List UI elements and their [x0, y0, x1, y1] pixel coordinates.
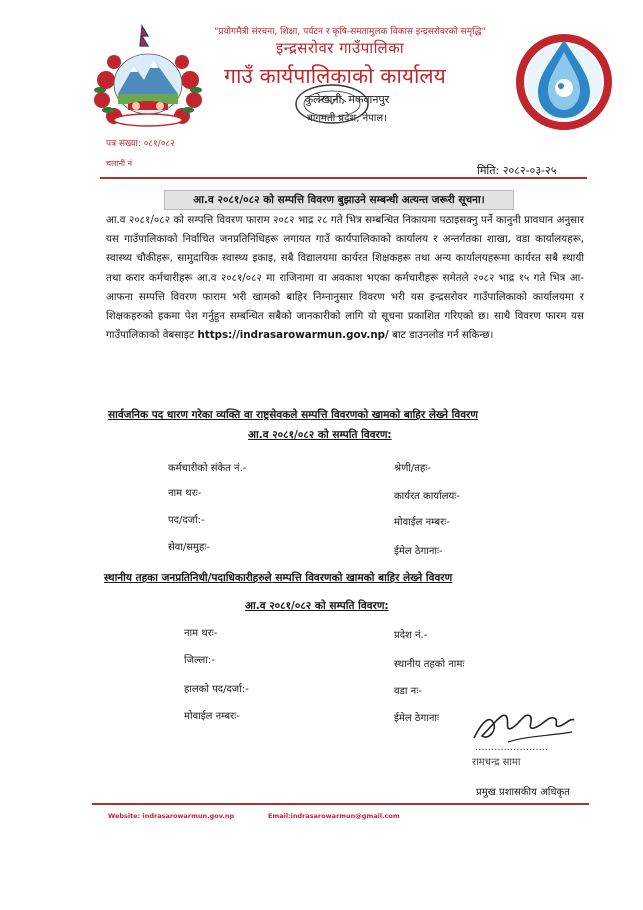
- field-rep-email: ईमेल ठेगानाः: [394, 713, 440, 724]
- footer-divider: [92, 803, 589, 805]
- field-rep-name: नाम थरः-: [184, 628, 218, 639]
- section2-heading: स्थानीय तहका जनप्रतिनिधी/पदाधिकारीहरुले सम्पत्ति विवरणको खामको बाहिर लेख्ने विवरण: [104, 572, 453, 584]
- section1-subheading: आ.व २०८१/०८२ को सम्पति विवरण:: [248, 429, 392, 441]
- field-employee-code: कर्मचारीको संकेत नं.-: [168, 463, 247, 474]
- office-province: बागमती प्रदेश, नेपाल।: [307, 113, 387, 124]
- section2-subheading: आ.व २०८१/०८२ को सम्पति विवरण:: [245, 600, 389, 612]
- date-value: २०८२-०३-२५: [502, 164, 557, 177]
- field-working-office: कार्यरत कार्यालयः-: [394, 491, 460, 502]
- water-drop-logo: [514, 24, 614, 136]
- office-name: गाउँ कार्यपालिकाको कार्यालय: [224, 64, 446, 88]
- header-slogan: "प्रयोगमैत्री संरचना, शिक्षा, पर्यटन र कृषि-समतामुलक विकास इन्द्रसरोवरको समृद्धि": [214, 27, 486, 37]
- office-address: कुलेखानी, मकवानपुर: [304, 93, 390, 106]
- reference-number: [106, 136, 175, 149]
- signatory-title: प्रमुख प्रशासकीय अधिकृत: [476, 787, 570, 798]
- field-province-no: प्रदेश नं.-: [394, 630, 428, 641]
- field-local-level-name: स्थानीय तहको नामः: [394, 659, 465, 670]
- field-rep-mobile: मोवाईल नम्बरः-: [184, 711, 240, 722]
- handwritten-signature: [468, 702, 578, 746]
- notice-title: आ.व २०८१/०८२ को सम्पत्ति विवरण बुझाउने सम्बन्धी अत्यन्त जरूरी सूचना।: [164, 190, 514, 210]
- notice-download-suffix: बाट डाउनलोड गर्न सकिन्छ।: [392, 329, 494, 342]
- notice-body: [106, 211, 584, 345]
- notice-body-text: आ.व २०८१/०८२ को सम्पत्ति विवरण फाराम २०८२ भाद्र २८ गते भित्र सम्बन्धित निकायमा पठाइसक्नु पर्ने कानुनी प्रावधान अनुसार यस गाउँपालिकाको निर्वाचित जनप्रतिनिधिहरू लगायत गाउँ कार्यपालिकाको कार्यालय र अन्तर्गतका शाखा, वडा कार्यालयहरू, स्वास्थ्य चौकीहरू, सामुदायिक स्वास्थ्य इकाइ, सबै विद्यालयमा कार्यरत शिक्षकहरू तथा अन्य कार्यालयहरूमा कार्यरत सबै स्थायी तथा करार कर्मचारीहरू आ.व २०८१/०८२ मा राजिनामा वा अवकाश भएका कर्मचारीहरू समेतले २०८२ भाद्र १५ गते भित्र आ-आफना सम्पत्ति विवरण फाराम भरी खामको बाहिर निम्नानुसार विवरण भरी यस इन्द्रसरोवर गाउँपालिकाको कार्यालयमा र शिक्षकहरुको हकमा पेश गर्नुहुन सम्बन्धित सबैको जानकारीको लागि यो सूचना प्रकाशित गरिएको छ।: [106, 214, 584, 323]
- office-seal-stamp: [292, 82, 372, 126]
- field-service-group: सेवा/समुहः-: [168, 542, 210, 553]
- field-full-name: नाम थरः-: [168, 488, 202, 499]
- reference-value: ०८१/०८२: [143, 139, 175, 149]
- municipality-name: इन्द्रसरोवर गाउँपालिका: [275, 39, 405, 57]
- field-current-post: हालको पद/दर्जा:-: [184, 684, 249, 695]
- notice-download-prefix: साथै विवरण फारम यस गाउँपालिकाको वेबसाइट: [106, 310, 584, 342]
- signature-line: .......................: [475, 742, 549, 753]
- field-mobile-number: मोवाईल नम्बरः-: [394, 517, 450, 528]
- field-post-rank: पद/दर्जा:-: [168, 515, 205, 526]
- footer-website[interactable]: Website: indrasarowarmun.gov.np: [108, 812, 235, 820]
- footer-email[interactable]: Email:indrasarowarmun@gmail.com: [268, 812, 400, 820]
- notice-date: [477, 163, 556, 178]
- reference-label: पत्र संख्या:: [106, 139, 141, 149]
- field-class-level: श्रेणी/तहः-: [394, 463, 431, 474]
- field-ward-no: वडा नः-: [394, 686, 422, 697]
- field-district: जिल्ला:-: [184, 655, 215, 666]
- dispatch-number-label: चलानी नं: [106, 159, 133, 168]
- header-divider: [100, 177, 587, 179]
- section1-heading: सार्वजनिक पद धारण गरेका व्यक्ति वा राष्ट्रसेवकले सम्पत्ति विवरणको खामको बाहिर लेख्ने विवरण: [108, 409, 478, 421]
- signatory-name: रामचन्द्र सामा: [472, 757, 521, 768]
- date-label: मिति:: [477, 164, 500, 177]
- field-email: ईमेल ठेगानाः-: [394, 546, 443, 557]
- website-link[interactable]: https://indrasarowarmun.gov.np/: [197, 329, 389, 342]
